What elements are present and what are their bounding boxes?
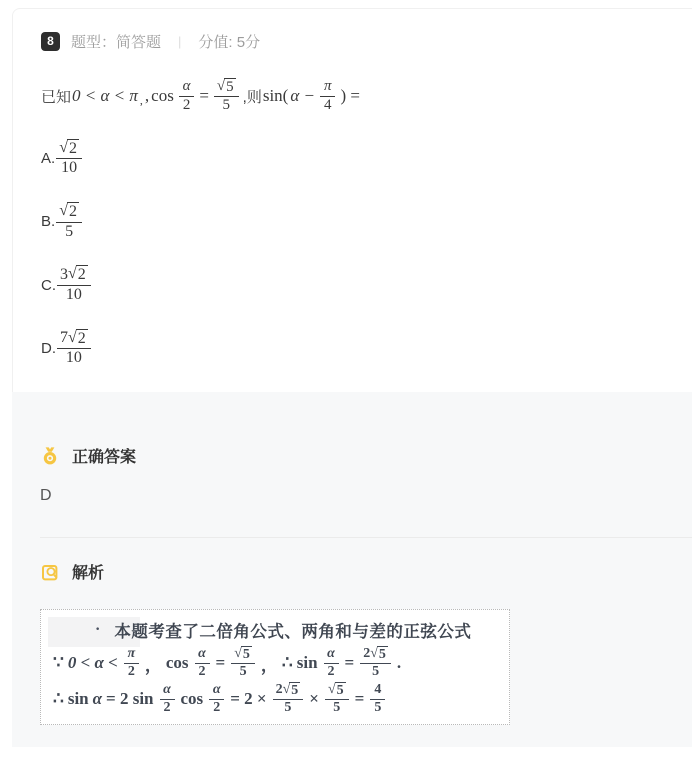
sqrt-radical: √ 5 [327, 681, 344, 698]
medal-icon [40, 446, 60, 466]
because-symbol: ∵ [53, 653, 64, 672]
times-symbol: × [309, 689, 319, 708]
magnifier-icon [40, 562, 60, 582]
question-stem [41, 78, 664, 115]
sqrt-radical: √ 2 [68, 265, 86, 284]
option-d-label: D. [41, 339, 56, 357]
sqrt-radical: √ 5 [282, 681, 299, 698]
comma: , [139, 92, 143, 107]
bullet-dot: · [95, 621, 101, 638]
fraction-alpha-over-2: $\frac{\alpha}{2}$ [160, 682, 175, 716]
sqrt-radical: √ 5 [370, 645, 386, 662]
comma: , [144, 86, 150, 106]
fraction-alpha-over-2: $\frac{\alpha}{2}$ [209, 682, 224, 716]
question-card [12, 8, 692, 392]
fraction-pi-over-4: $\frac{\pi}{4}$ [320, 78, 336, 114]
option-a[interactable] [41, 139, 664, 178]
fraction-sqrt5-over-5: √ 5 5 [231, 646, 255, 681]
option-b-label: B. [41, 213, 56, 231]
analysis-line-3: ∴ sin α = 2 sin $\frac{\alpha}{2}$ cos $\frac{\alpha}{2}$ = 2 × 2 √ 5 5 × √ 5 5 = $\frac{4}{5}$ [51, 681, 499, 717]
option-c-fraction: 3 √ 2 10 [57, 265, 91, 304]
fraction-sqrt5-over-5: √ 5 5 [214, 78, 239, 115]
question-then-text: ,则 [242, 88, 262, 106]
fraction-2sqrt5-over-5: 2 √ 5 5 [273, 682, 304, 717]
fraction-alpha-over-2: $\frac{\alpha}{2}$ [324, 646, 339, 680]
cos-function: cos [151, 86, 174, 106]
option-d-fraction: 7 √ 2 10 [57, 329, 91, 368]
option-a-label: A. [41, 150, 56, 168]
sqrt-radical: √ 2 [68, 328, 86, 347]
close-paren-equals: ) = [340, 86, 360, 106]
fraction-pi-over-2: $\frac{\pi}{2}$ [124, 646, 139, 680]
analysis-line-2: ∵ 0 < α < $\frac{\pi}{2}$ ， cos $\frac{\alpha}{2}$ = √ 5 5 ， ∴ sin $\frac{\alpha}{2}$ = 2 √ 5 5 . [53, 645, 402, 679]
correct-answer-value: D [40, 487, 52, 504]
fraction-sqrt5-over-5: √ 5 5 [325, 682, 349, 717]
therefore-symbol: ∴ [281, 653, 293, 672]
question-condition: 0 < α < π [72, 86, 138, 106]
sqrt-radical: √ 5 [234, 645, 250, 662]
correct-answer-title: 正确答案 [72, 449, 137, 466]
section-divider [40, 537, 692, 538]
sqrt-radical: √ 5 [216, 78, 234, 95]
sqrt-radical: √ 2 [59, 202, 77, 221]
fraction-4-over-5: $\frac{4}{5}$ [370, 682, 385, 716]
answer-analysis-panel [12, 392, 692, 747]
sqrt-radical: √ 2 [59, 138, 77, 157]
analysis-line-1 [51, 615, 499, 645]
analysis-header [40, 560, 664, 583]
question-number-badge: 8 [41, 32, 60, 51]
option-c[interactable] [41, 265, 664, 304]
analysis-title: 解析 [72, 565, 105, 582]
fraction-2sqrt5-over-5: 2 √ 5 5 [360, 646, 391, 681]
fraction-alpha-over-2: $\frac{\alpha}{2}$ [179, 78, 195, 114]
option-b-fraction: √ 2 5 [56, 202, 82, 241]
option-c-label: C. [41, 276, 56, 294]
alpha-minus: α − [290, 86, 315, 106]
analysis-content-box [40, 609, 510, 725]
therefore-symbol: ∴ [53, 689, 64, 708]
equals-sign: = [199, 86, 209, 106]
option-d[interactable] [41, 329, 664, 368]
option-b[interactable] [41, 202, 664, 241]
question-score-label: 分值: 5分 [198, 34, 261, 51]
analysis-intro-text: 本题考查了二倍角公式、两角和与差的正弦公式 [114, 623, 472, 641]
fraction-alpha-over-2: $\frac{\alpha}{2}$ [195, 646, 210, 680]
question-type-label: 题型：简答题 [71, 34, 162, 51]
question-header [41, 31, 664, 52]
question-known-text: 已知 [41, 88, 72, 106]
correct-answer-header [40, 444, 664, 467]
header-divider: | [178, 34, 182, 49]
option-a-fraction: √ 2 10 [56, 139, 82, 178]
sin-function: sin( [262, 86, 289, 106]
